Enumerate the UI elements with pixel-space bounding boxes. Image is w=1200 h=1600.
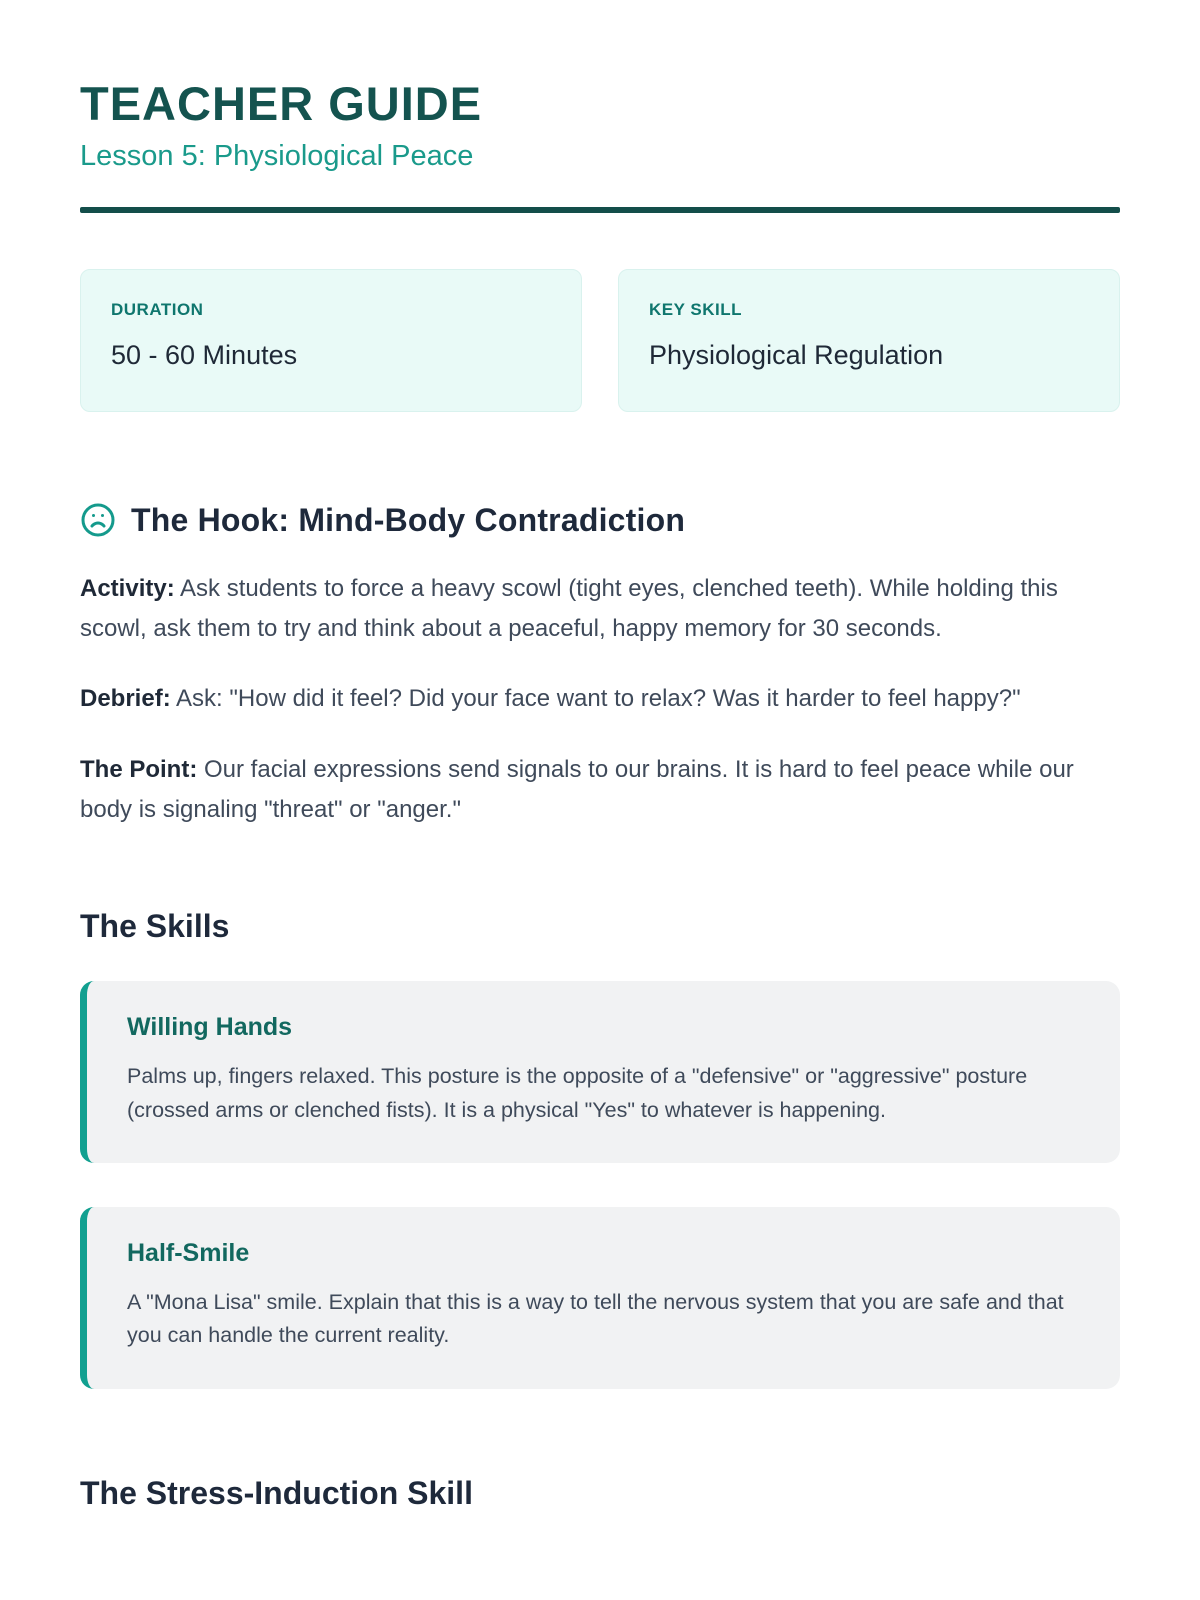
- header-divider: [80, 207, 1120, 213]
- point-paragraph: [80, 750, 1100, 831]
- skill-text: A "Mona Lisa" smile. Explain that this is a way to tell the nervous system that you are safe and that you can handle the current reality.: [127, 1289, 1064, 1348]
- point-lead: The Point:: [80, 755, 198, 783]
- key-skill-card: [618, 269, 1120, 412]
- skills-heading: The Skills: [80, 908, 230, 945]
- debrief-text: Ask: "How did it feel? Did your face want to relax? Was it harder to feel happy?": [170, 685, 1021, 713]
- duration-value: 50 - 60 Minutes: [111, 339, 298, 370]
- key-skill-label: KEY SKILL: [649, 299, 742, 319]
- debrief-lead: Debrief:: [80, 685, 171, 713]
- frown-face-icon: [80, 502, 116, 538]
- duration-card: [80, 269, 582, 412]
- skill-title: Willing Hands: [127, 1013, 293, 1042]
- activity-paragraph: [80, 569, 1100, 650]
- point-text: Our facial expressions send signals to our brains. It is hard to feel peace while our body is signaling "threat" or "anger.": [80, 755, 1074, 823]
- skills-section: [80, 908, 1120, 1388]
- skill-card-willing-hands: [80, 981, 1120, 1163]
- activity-text: Ask students to force a heavy scowl (tight eyes, clenched teeth). While holding this scowl, ask them to try and think about a peaceful, happy memory for 30 seconds.: [80, 574, 1058, 642]
- hook-heading: [80, 502, 1120, 539]
- activity-lead: Activity:: [80, 574, 175, 602]
- lesson-subtitle: Lesson 5: Physiological Peace: [80, 139, 474, 172]
- skill-card-half-smile: [80, 1207, 1120, 1389]
- skill-text: Palms up, fingers relaxed. This posture is the opposite of a "defensive" or "aggressive" posture (crossed arms or clenched fists). It is a physical "Yes" to whatever is happening.: [127, 1064, 1028, 1122]
- hook-section: [80, 502, 1120, 831]
- info-card-row: [80, 269, 1120, 412]
- next-section-heading: The Stress-Induction Skill: [80, 1474, 473, 1511]
- hook-heading-text: The Hook: Mind-Body Contradiction: [131, 501, 686, 538]
- duration-label: DURATION: [111, 299, 204, 319]
- skill-title: Half-Smile: [127, 1238, 250, 1267]
- page-title: TEACHER GUIDE: [80, 77, 483, 130]
- debrief-paragraph: [80, 679, 1100, 719]
- key-skill-value: Physiological Regulation: [649, 339, 944, 370]
